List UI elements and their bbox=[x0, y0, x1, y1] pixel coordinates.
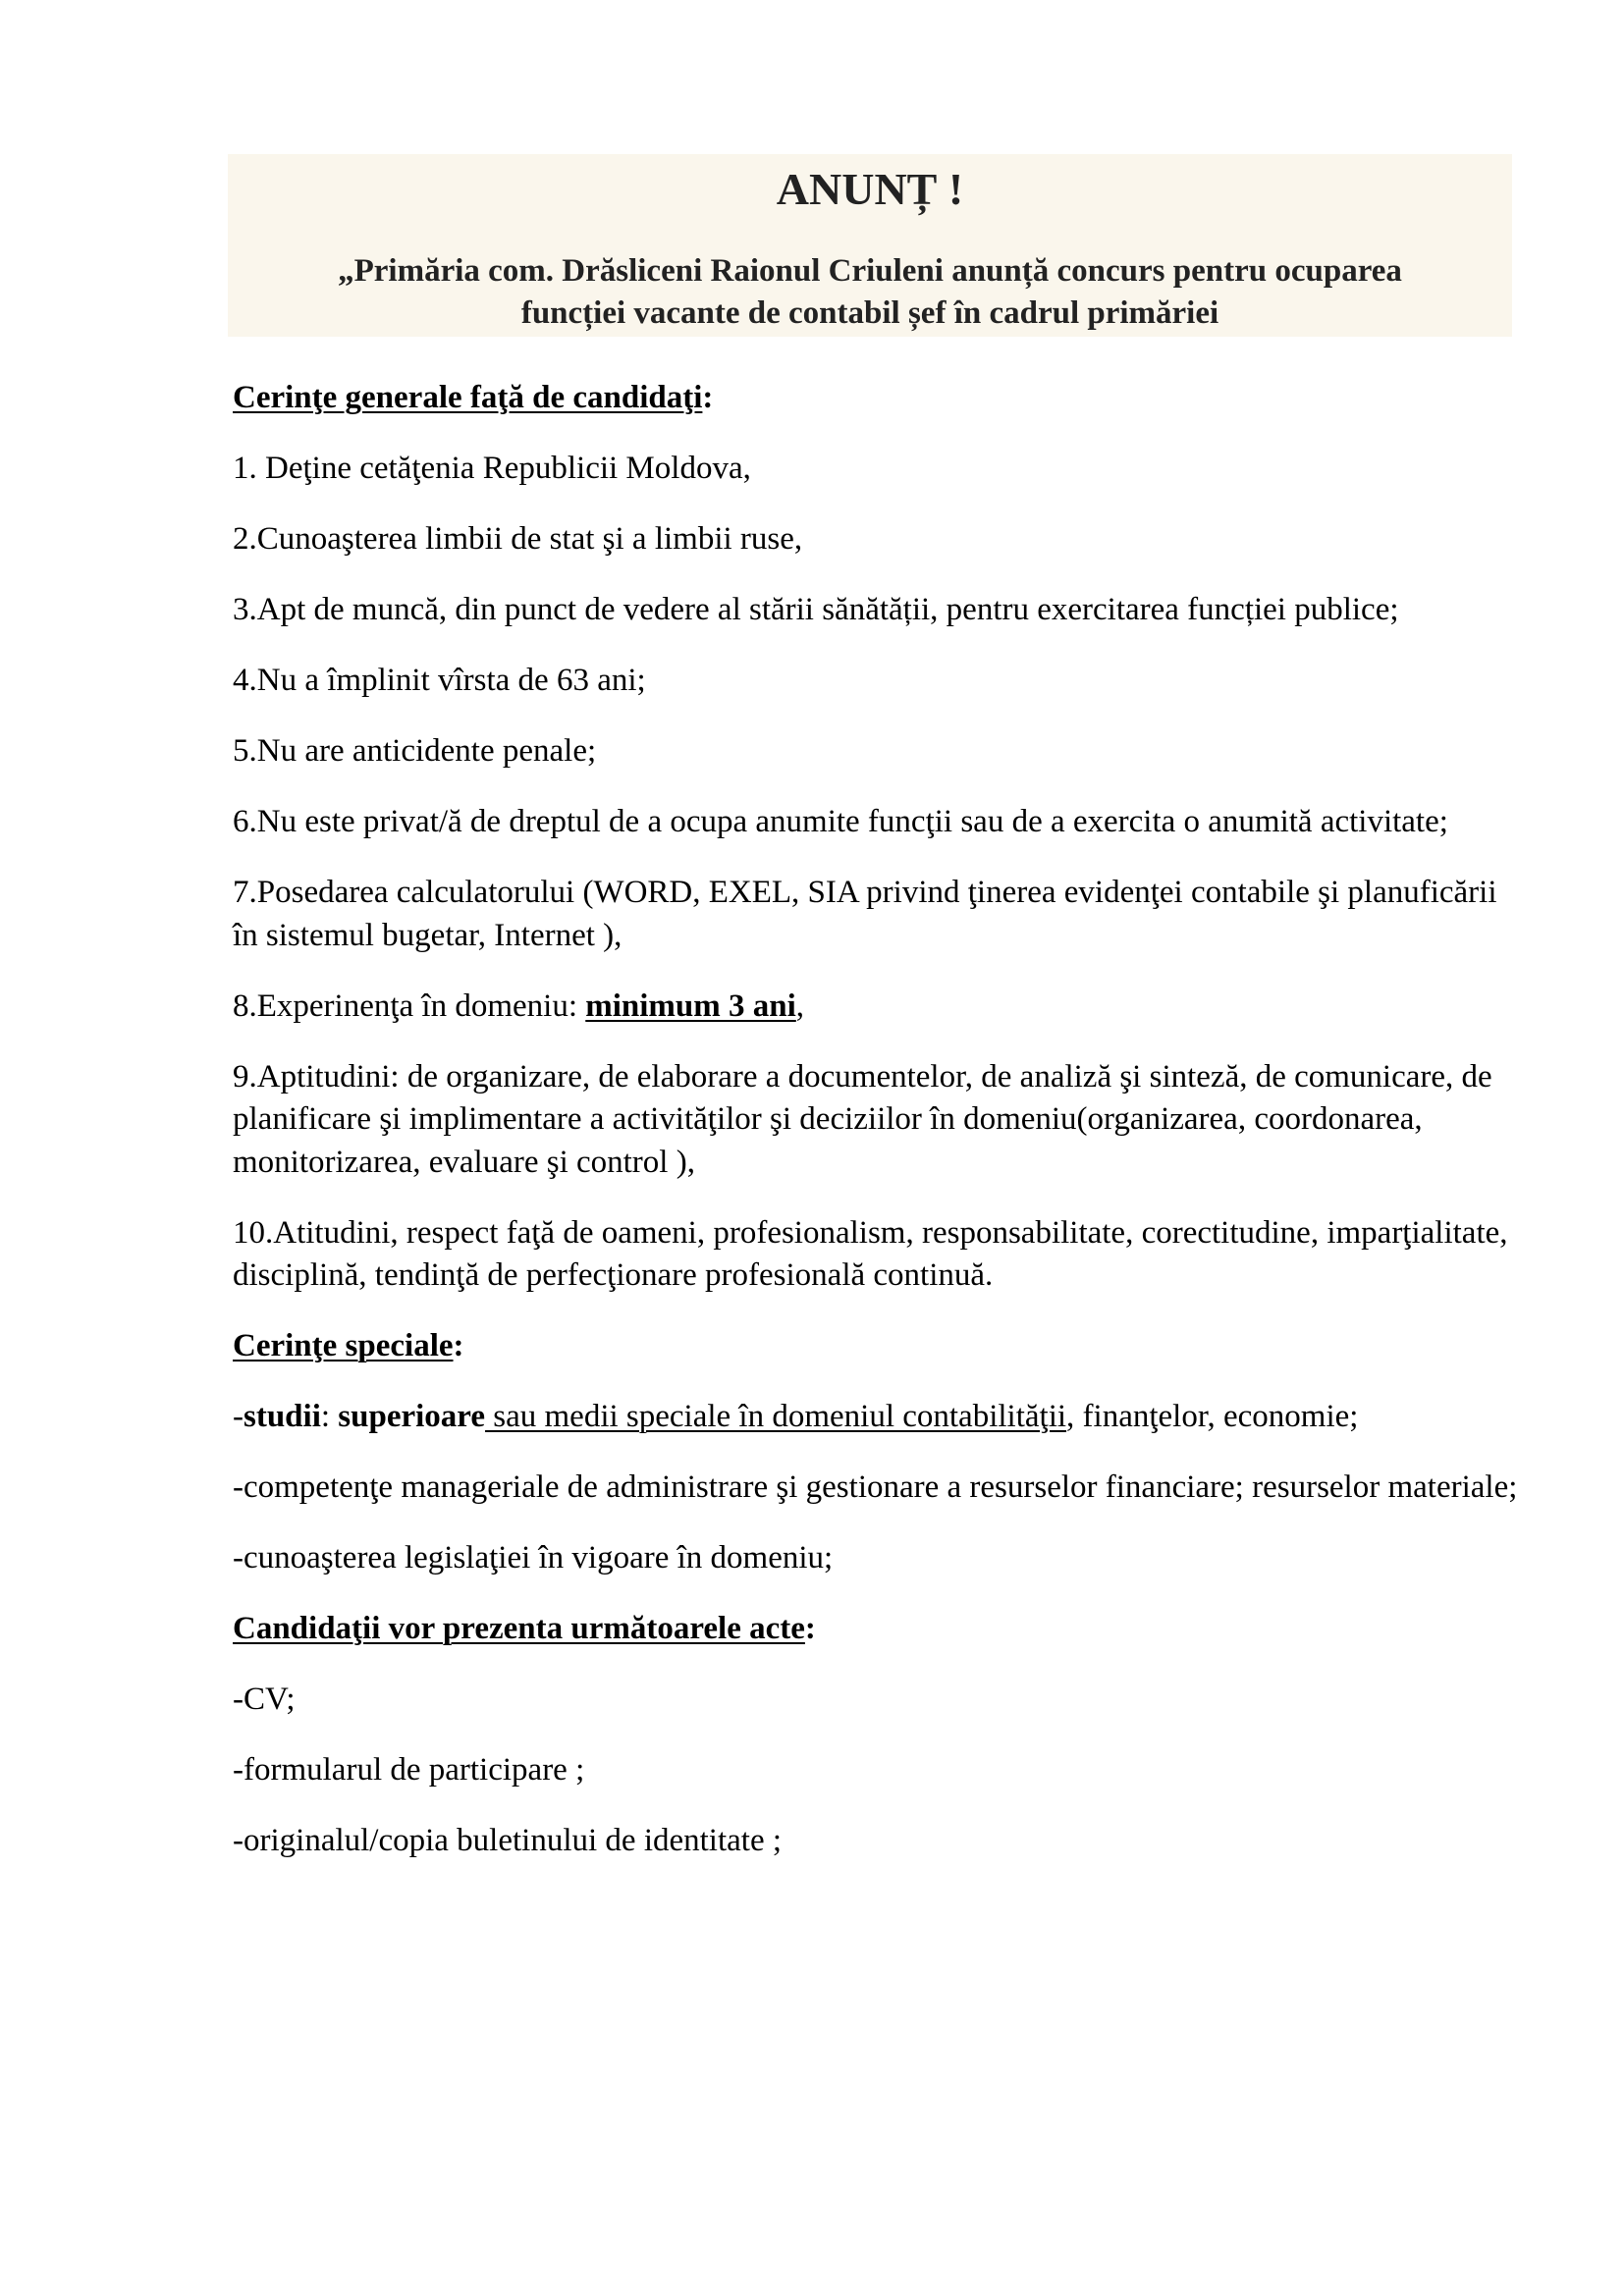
announcement-header bbox=[228, 154, 1512, 337]
requirement-item: 2.Cunoaşterea limbii de stat şi a limbii ruse, bbox=[233, 521, 803, 557]
announcement-subtitle bbox=[228, 250, 1512, 335]
announcement-title: ANUNȚ ! bbox=[776, 164, 964, 214]
heading-text: Cerinţe speciale bbox=[233, 1328, 454, 1363]
studies-sep: : bbox=[320, 1399, 339, 1434]
requirement-item: 3.Apt de muncă, din punct de vedere al stării sănătății, pentru exercitarea funcției publice; bbox=[233, 592, 1399, 627]
studies-requirement bbox=[233, 1396, 1519, 1439]
requirement-item: 5.Nu are anticidente penale; bbox=[233, 733, 597, 769]
experience-prefix: 8.Experinenţa în domeniu: bbox=[233, 988, 586, 1024]
studies-rest: , finanţelor, economie; bbox=[1066, 1399, 1359, 1434]
heading-text: Candidaţii vor prezenta următoarele acte bbox=[233, 1611, 805, 1646]
heading-text: Cerinţe generale faţă de candidaţi bbox=[233, 380, 703, 415]
requirement-item: 1. Deţine cetăţenia Republicii Moldova, bbox=[233, 451, 751, 486]
special-requirements-heading bbox=[233, 1325, 1519, 1368]
documents-heading bbox=[233, 1608, 1519, 1651]
requirement-item: 7.Posedarea calculatorului (WORD, EXEL, SIA privind ţinerea evidenţei contabile şi planuficării în sistemul bugetar, Internet ), bbox=[233, 875, 1497, 953]
announcement-body bbox=[233, 377, 1519, 1891]
studies-label: studii bbox=[244, 1399, 321, 1434]
studies-underlined: sau medii speciale în domeniul contabilităţii bbox=[485, 1399, 1067, 1434]
heading-colon: : bbox=[702, 380, 714, 415]
document-item: -CV; bbox=[233, 1682, 296, 1717]
requirement-item: 10.Atitudini, respect faţă de oameni, profesionalism, responsabilitate, corectitudine, imparţialitate, disciplină, tendinţă de perfecţionare profesională continuă. bbox=[233, 1214, 1508, 1293]
experience-suffix: , bbox=[795, 988, 805, 1024]
heading-colon: : bbox=[453, 1328, 464, 1363]
document-item: -originalul/copia buletinului de identitate ; bbox=[233, 1823, 783, 1858]
requirement-item: 6.Nu este privat/ă de dreptul de a ocupa anumite funcţii sau de a exercita o anumită activitate; bbox=[233, 804, 1448, 839]
general-requirements-heading bbox=[233, 377, 1519, 420]
special-requirement-item: -competenţe manageriale de administrare şi gestionare a resurselor financiare; resurselor materiale; bbox=[233, 1469, 1518, 1505]
requirement-item-experience bbox=[233, 986, 1519, 1029]
special-requirement-item: -cunoaşterea legislaţiei în vigoare în domeniu; bbox=[233, 1540, 834, 1575]
requirement-item: 4.Nu a împlinit vîrsta de 63 ani; bbox=[233, 663, 646, 698]
requirement-item: 9.Aptitudini: de organizare, de elaborare a documentelor, de analiză şi sinteză, de comunicare, de planificare şi implimentare a activităţilor şi deciziilor în domeniu(organizarea, coordonarea, monitorizarea, evaluare şi control ), bbox=[233, 1058, 1492, 1180]
studies-level: superioare bbox=[338, 1399, 486, 1434]
document-item: -formularul de participare ; bbox=[233, 1752, 585, 1788]
studies-dash: - bbox=[233, 1399, 244, 1434]
subtitle-line-1: „Primăria com. Drăsliceni Raionul Criuleni anunță concurs pentru ocuparea bbox=[338, 253, 1402, 289]
heading-colon: : bbox=[804, 1611, 816, 1646]
experience-minimum: minimum 3 ani bbox=[585, 988, 796, 1024]
subtitle-line-2: funcției vacante de contabil șef în cadrul primăriei bbox=[520, 295, 1219, 331]
